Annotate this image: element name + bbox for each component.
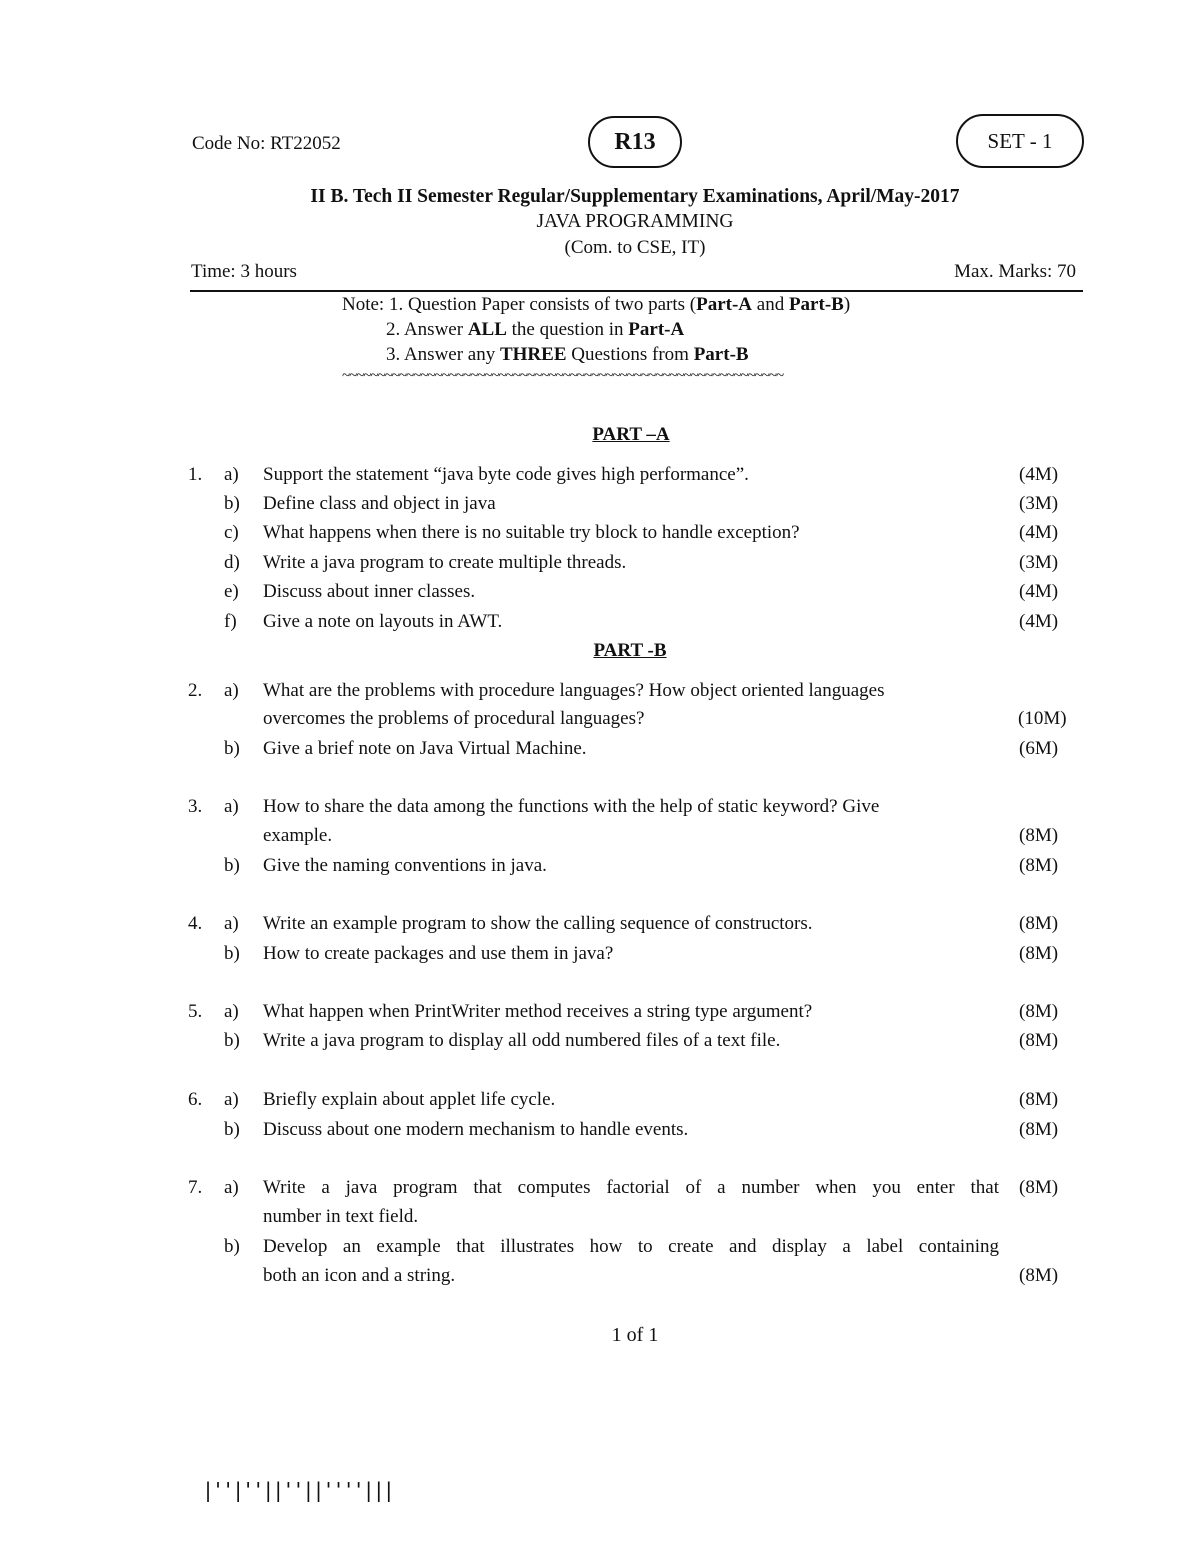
question-row	[0, 1265, 1200, 1294]
regulation-badge	[588, 116, 682, 168]
question-row	[0, 1206, 1200, 1235]
note-3-text: 3. Answer any	[386, 344, 500, 365]
question-number: 4.	[188, 913, 203, 934]
question-row	[0, 581, 1200, 610]
set-badge	[956, 114, 1084, 168]
sub-label: d)	[224, 552, 240, 573]
note-1-text: Note: 1. Question Paper consists of two parts (	[342, 294, 697, 315]
question-text-continued: overcomes the problems of procedural languages?	[263, 708, 645, 729]
question-number: 5.	[188, 1001, 203, 1022]
time-allowed: Time: 3 hours	[191, 261, 297, 282]
sub-label: b)	[224, 738, 240, 759]
question-row	[0, 855, 1200, 884]
part-b-heading: PART -B	[593, 640, 667, 661]
subject-title: JAVA PROGRAMMING	[536, 211, 734, 232]
note-2-all: ALL	[467, 319, 507, 340]
question-text: Write a java program to display all odd numbered files of a text file.	[263, 1030, 781, 1051]
question-text: What are the problems with procedure languages? How object oriented languages	[263, 680, 885, 701]
question-row	[0, 1001, 1200, 1030]
marks: (8M)	[1019, 1265, 1059, 1286]
marks: (8M)	[1019, 1089, 1059, 1110]
note-1	[342, 294, 850, 316]
question-number: 6.	[188, 1089, 203, 1110]
sub-label: f)	[224, 611, 237, 632]
note-1-suffix: )	[843, 294, 851, 315]
question-text: Develop an example that illustrates how to create and display a label containing	[263, 1236, 999, 1257]
sub-label: b)	[224, 855, 240, 876]
question-row	[0, 1089, 1200, 1118]
question-row	[0, 708, 1200, 737]
max-marks: Max. Marks: 70	[954, 261, 1076, 282]
question-text: How to share the data among the functions with the help of static keyword? Give	[263, 796, 880, 817]
marks: (10M)	[1018, 708, 1067, 729]
note-3	[386, 344, 749, 366]
question-text: Discuss about inner classes.	[263, 581, 476, 602]
marks: (8M)	[1019, 1119, 1059, 1140]
marks: (4M)	[1019, 522, 1059, 543]
sub-label: a)	[224, 796, 239, 817]
note-2	[386, 319, 684, 341]
sub-label: b)	[224, 1236, 240, 1257]
marks: (8M)	[1019, 943, 1059, 964]
marks: (8M)	[1019, 855, 1059, 876]
page-number: 1 of 1	[611, 1324, 659, 1346]
part-a-heading: PART –A	[592, 424, 670, 445]
question-text: How to create packages and use them in java?	[263, 943, 614, 964]
question-text: Write an example program to show the calling sequence of constructors.	[263, 913, 813, 934]
note-1-part-a: Part-A	[696, 294, 753, 315]
sub-label: e)	[224, 581, 239, 602]
question-number: 1.	[188, 464, 203, 485]
note-3-mid: Questions from	[566, 344, 694, 365]
question-row	[0, 552, 1200, 581]
question-row	[0, 913, 1200, 942]
question-number: 3.	[188, 796, 203, 817]
question-text: Briefly explain about applet life cycle.	[263, 1089, 556, 1110]
question-text-continued: both an icon and a string.	[263, 1265, 456, 1286]
question-row	[0, 493, 1200, 522]
question-text: Give a note on layouts in AWT.	[263, 611, 503, 632]
marks: (3M)	[1019, 552, 1059, 573]
sub-label: c)	[224, 522, 239, 543]
regulation-label: R13	[614, 128, 656, 155]
note-1-part-b: Part-B	[788, 294, 844, 315]
question-row	[0, 943, 1200, 972]
question-text: Give the naming conventions in java.	[263, 855, 547, 876]
note-1-and: and	[752, 294, 789, 315]
sub-label: a)	[224, 1089, 239, 1110]
question-text-continued: example.	[263, 825, 333, 846]
question-row	[0, 680, 1200, 709]
sub-label: a)	[224, 1001, 239, 1022]
marks: (8M)	[1019, 913, 1059, 934]
marks: (3M)	[1019, 493, 1059, 514]
marks: (4M)	[1019, 464, 1059, 485]
note-3-three: THREE	[499, 344, 567, 365]
question-row	[0, 825, 1200, 854]
sub-label: b)	[224, 943, 240, 964]
question-text: Write a java program to create multiple threads.	[263, 552, 627, 573]
question-text: What happen when PrintWriter method receives a string type argument?	[263, 1001, 813, 1022]
note-2-text: 2. Answer	[386, 319, 468, 340]
note-2-part: Part-A	[628, 319, 685, 340]
barcode: |''|''||''||''''|||	[202, 1478, 393, 1502]
exam-title: II B. Tech II Semester Regular/Supplementary Examinations, April/May-2017	[310, 186, 960, 207]
sub-label: a)	[224, 913, 239, 934]
question-row	[0, 1030, 1200, 1059]
note-2-mid: the question in	[506, 319, 629, 340]
question-text-continued: number in text field.	[263, 1206, 419, 1227]
marks: (6M)	[1019, 738, 1059, 759]
marks: (4M)	[1019, 611, 1059, 632]
question-text: What happens when there is no suitable try block to handle exception?	[263, 522, 800, 543]
question-number: 2.	[188, 680, 203, 701]
question-row	[0, 522, 1200, 551]
sub-label: b)	[224, 493, 240, 514]
separator-line: ~~~~~~~~~~~~~~~~~~~~~~~~~~~~~~~~~~~~~~~~~~~~~~~~~~~~~~~~~~~~~~	[342, 368, 784, 384]
code-number: Code No: RT22052	[192, 133, 341, 154]
marks: (8M)	[1019, 825, 1059, 846]
marks: (8M)	[1019, 1030, 1059, 1051]
sub-label: b)	[224, 1030, 240, 1051]
question-row	[0, 1236, 1200, 1265]
sub-label: a)	[224, 1177, 239, 1198]
question-text: Discuss about one modern mechanism to handle events.	[263, 1119, 689, 1140]
sub-label: a)	[224, 464, 239, 485]
question-text: Give a brief note on Java Virtual Machine.	[263, 738, 587, 759]
question-text: Support the statement “java byte code gives high performance”.	[263, 464, 749, 485]
question-row	[0, 464, 1200, 493]
branches: (Com. to CSE, IT)	[564, 237, 706, 258]
sub-label: a)	[224, 680, 239, 701]
marks: (8M)	[1019, 1177, 1059, 1198]
question-text: Define class and object in java	[263, 493, 496, 514]
question-row	[0, 1119, 1200, 1148]
question-row	[0, 611, 1200, 640]
note-3-part: Part-B	[693, 344, 749, 365]
question-number: 7.	[188, 1177, 203, 1198]
marks: (4M)	[1019, 581, 1059, 602]
question-row	[0, 738, 1200, 767]
set-label: SET - 1	[987, 128, 1053, 153]
sub-label: b)	[224, 1119, 240, 1140]
question-row	[0, 1177, 1200, 1206]
marks: (8M)	[1019, 1001, 1059, 1022]
question-text: Write a java program that computes factorial of a number when you enter that	[263, 1177, 999, 1198]
question-row	[0, 796, 1200, 825]
header-divider	[190, 290, 1083, 292]
